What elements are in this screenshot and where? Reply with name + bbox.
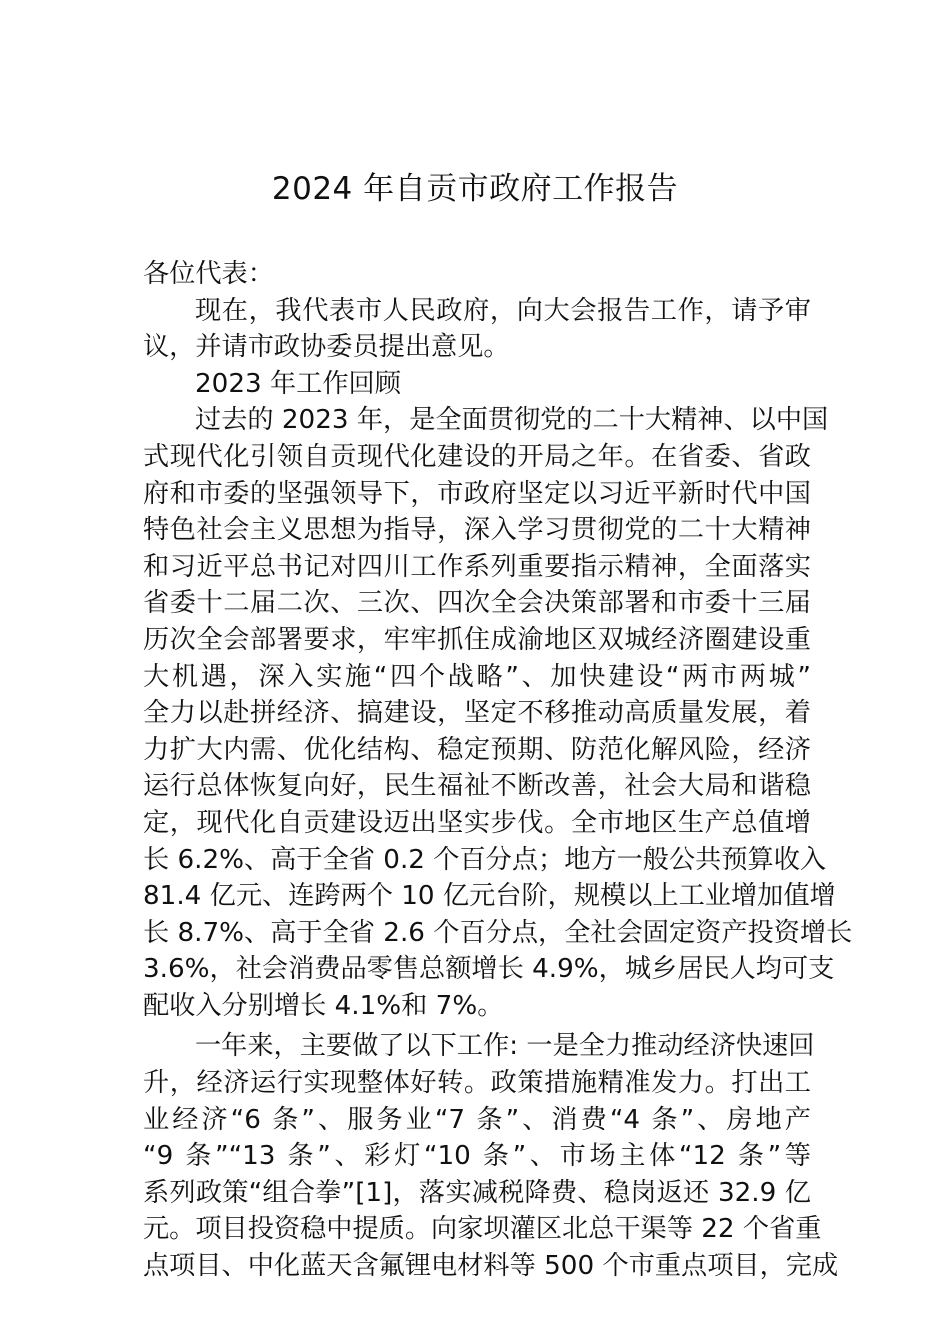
paragraph-line: 式现代化引领自贡现代化建设的开局之年。在省委、省政 xyxy=(143,441,811,472)
paragraph-line: 过去的 2023 年，是全面贯彻党的二十大精神、以中国 xyxy=(195,405,829,436)
paragraph-line: 长 8.7%、高于全省 2.6 个百分点，全社会固定资产投资增长 xyxy=(143,917,853,948)
paragraph-line: 特色社会主义思想为指导，深入学习贯彻党的二十大精神 xyxy=(143,515,811,546)
paragraph-line: 元。项目投资稳中提质。向家坝灌区北总干渠等 22 个省重 xyxy=(143,1214,822,1245)
paragraph-line: 运行总体恢复向好，民生福祉不断改善，社会大局和谐稳 xyxy=(143,771,811,802)
paragraph-line: 大机遇，深入实施“四个战略”、加快建设“两市两城” xyxy=(143,661,811,692)
paragraph-line: 81.4 亿元、连跨两个 10 亿元台阶，规模以上工业增加值增 xyxy=(143,881,836,912)
paragraph-line: 历次全会部署要求，牢牢抓住成渝地区双城经济圈建设重 xyxy=(143,624,811,655)
paragraph-line: 系列政策“组合拳”[1]，落实减税降费、稳岗返还 32.9 亿 xyxy=(143,1177,811,1208)
paragraph-line: 议，并请市政协委员提出意见。 xyxy=(143,332,510,363)
salutation-line: 各位代表： xyxy=(143,259,274,289)
paragraph-line: 配收入分别增长 4.1%和 7%。 xyxy=(143,990,504,1021)
paragraph-line: 定，现代化自贡建设迈出坚实步伐。全市地区生产总值增 xyxy=(143,807,811,838)
paragraph-line: 力扩大内需、优化结构、稳定预期、防范化解风险，经济 xyxy=(143,734,811,765)
paragraph-line: 升，经济运行实现整体好转。政策措施精准发力。打出工 xyxy=(143,1068,811,1099)
section-heading: 2023 年工作回顾 xyxy=(195,368,401,399)
document-title: 2024 年自贡市政府工作报告 xyxy=(271,171,679,207)
paragraph-line: 省委十二届二次、三次、四次全会决策部署和市委十三届 xyxy=(143,588,811,619)
paragraph-line: 府和市委的坚强领导下，市政府坚定以习近平新时代中国 xyxy=(143,478,811,509)
document-body xyxy=(143,256,853,1285)
paragraph-line: 业经济“6 条”、服务业“7 条”、消费“4 条”、房地产 xyxy=(143,1104,811,1135)
paragraph-line: “9 条”“13 条”、彩灯“10 条”、市场主体“12 条”等 xyxy=(143,1141,811,1172)
paragraph-line: 一年来，主要做了以下工作: 一是全力推动经济快速回 xyxy=(195,1031,815,1062)
paragraph-line: 3.6%，社会消费品零售总额增长 4.9%，城乡居民人均可支 xyxy=(143,954,835,985)
paragraph-line: 和习近平总书记对四川工作系列重要指示精神，全面落实 xyxy=(143,551,811,582)
paragraph-line: 现在，我代表市人民政府，向大会报告工作，请予审 xyxy=(195,295,811,326)
paragraph-line: 全力以赴拼经济、搞建设，坚定不移推动高质量发展，着 xyxy=(143,698,811,729)
paragraph-line: 长 6.2%、高于全省 0.2 个百分点；地方一般公共预算收入 xyxy=(143,844,827,875)
paragraph-line: 点项目、中化蓝天含氟锂电材料等 500 个市重点项目，完成 xyxy=(143,1251,839,1282)
